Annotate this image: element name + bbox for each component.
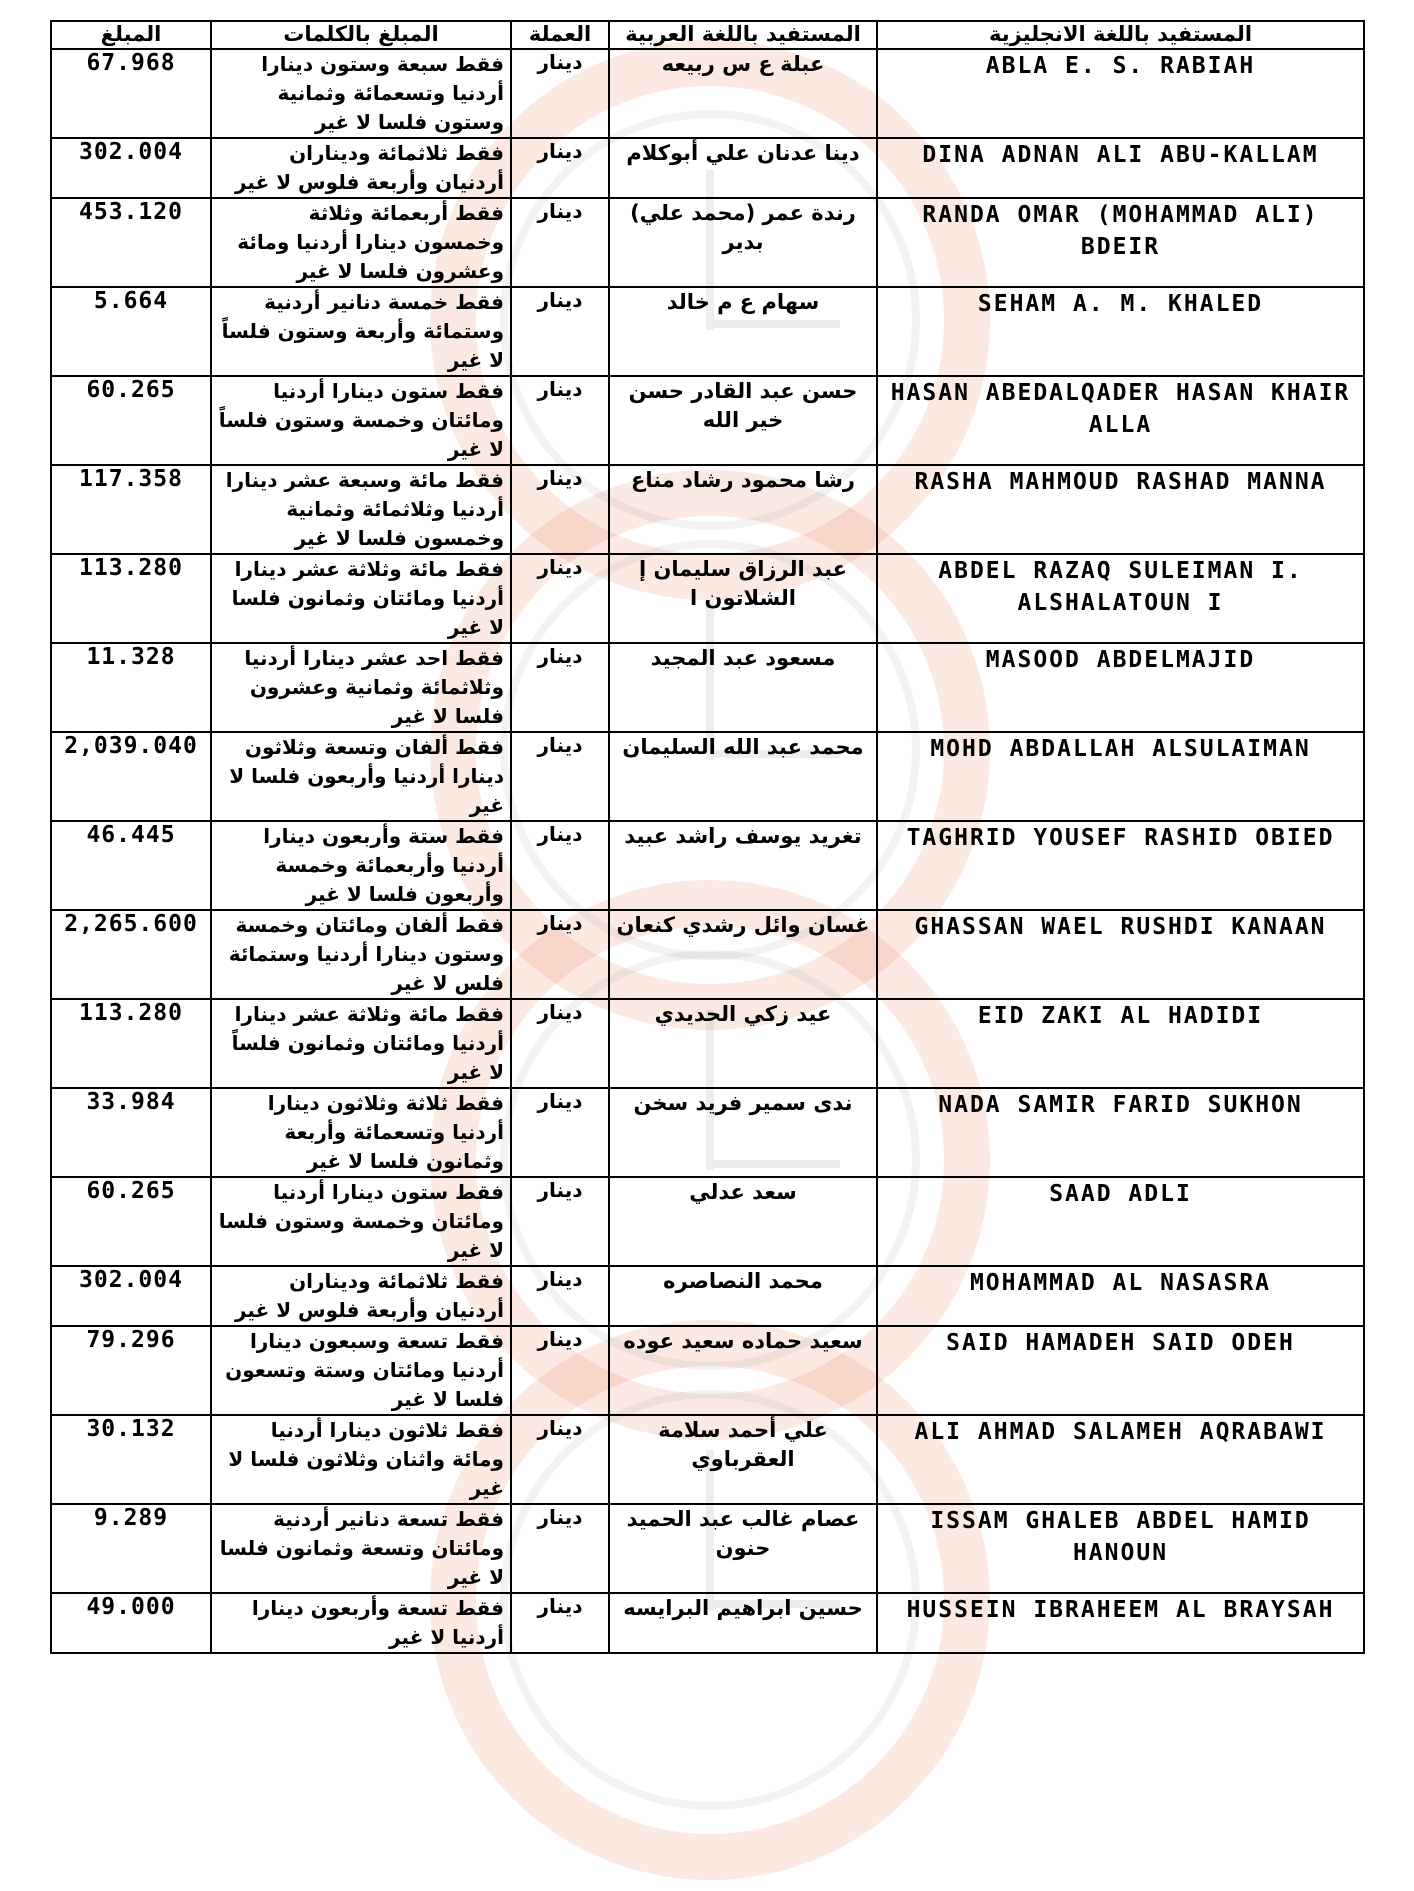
amount-cell: 302.004 [51, 1266, 211, 1326]
amount-words-cell: فقط ثلاثمائة وديناران أردنيان وأربعة فلوس لا غير [211, 1266, 511, 1326]
amount-cell: 302.004 [51, 138, 211, 198]
amount-words-cell: فقط ستون دينارا أردنيا ومائتان وخمسة وستون فلساً لا غير [211, 376, 511, 465]
beneficiary-english-cell: MOHD ABDALLAH ALSULAIMAN [877, 732, 1364, 821]
beneficiary-english-cell: SEHAM A. M. KHALED [877, 287, 1364, 376]
amount-cell: 453.120 [51, 198, 211, 287]
beneficiary-english-cell: GHASSAN WAEL RUSHDI KANAAN [877, 910, 1364, 999]
beneficiary-english-cell: ABLA E. S. RABIAH [877, 49, 1364, 138]
table-row [51, 1504, 1364, 1593]
currency-cell: دينار [511, 49, 609, 138]
table-row [51, 138, 1364, 198]
amount-words-cell: فقط مائة وثلاثة عشر دينارا أردنيا ومائتان وثمانون فلساً لا غير [211, 999, 511, 1088]
amount-cell: 2,039.040 [51, 732, 211, 821]
table-row [51, 554, 1364, 643]
amount-cell: 79.296 [51, 1326, 211, 1415]
beneficiary-arabic-cell: رشا محمود رشاد مناع [609, 465, 877, 554]
table-row [51, 1177, 1364, 1266]
beneficiary-english-cell: EID ZAKI AL HADIDI [877, 999, 1364, 1088]
table-row [51, 465, 1364, 554]
table-row [51, 287, 1364, 376]
currency-cell: دينار [511, 732, 609, 821]
amount-words-cell: فقط ثلاثون دينارا أردنيا ومائة واثنان وثلاثون فلسا لا غير [211, 1415, 511, 1504]
amount-words-cell: فقط ألفان وتسعة وثلاثون دينارا أردنيا وأربعون فلسا لا غير [211, 732, 511, 821]
amount-cell: 67.968 [51, 49, 211, 138]
beneficiary-arabic-cell: محمد النصاصره [609, 1266, 877, 1326]
beneficiary-english-cell: DINA ADNAN ALI ABU-KALLAM [877, 138, 1364, 198]
beneficiary-arabic-cell: عصام غالب عبد الحميد حنون [609, 1504, 877, 1593]
beneficiary-arabic-cell: عبد الرزاق سليمان إ الشلاتون ا [609, 554, 877, 643]
amount-cell: 49.000 [51, 1593, 211, 1653]
amount-cell: 60.265 [51, 376, 211, 465]
amount-words-cell: فقط خمسة دنانير أردنية وستمائة وأربعة وستون فلساً لا غير [211, 287, 511, 376]
beneficiary-english-cell: HUSSEIN IBRAHEEM AL BRAYSAH [877, 1593, 1364, 1653]
header-amount: المبلغ [51, 21, 211, 49]
beneficiary-arabic-cell: سعد عدلي [609, 1177, 877, 1266]
beneficiary-arabic-cell: عيد زكي الحديدي [609, 999, 877, 1088]
amount-cell: 117.358 [51, 465, 211, 554]
amount-cell: 113.280 [51, 999, 211, 1088]
currency-cell: دينار [511, 198, 609, 287]
table-header-row [51, 21, 1364, 49]
beneficiary-english-cell: MOHAMMAD AL NASASRA [877, 1266, 1364, 1326]
beneficiary-english-cell: RANDA OMAR (MOHAMMAD ALI) BDEIR [877, 198, 1364, 287]
currency-cell: دينار [511, 821, 609, 910]
amount-cell: 46.445 [51, 821, 211, 910]
amount-cell: 60.265 [51, 1177, 211, 1266]
table-row [51, 376, 1364, 465]
beneficiary-english-cell: MASOOD ABDELMAJID [877, 643, 1364, 732]
amount-words-cell: فقط احد عشر دينارا أردنيا وثلاثمائة وثمانية وعشرون فلسا لا غير [211, 643, 511, 732]
header-beneficiary-arabic: المستفيد باللغة العربية [609, 21, 877, 49]
currency-cell: دينار [511, 554, 609, 643]
beneficiary-arabic-cell: محمد عبد الله السليمان [609, 732, 877, 821]
amount-words-cell: فقط مائة وسبعة عشر دينارا أردنيا وثلاثمائة وثمانية وخمسون فلسا لا غير [211, 465, 511, 554]
amount-words-cell: فقط تسعة وسبعون دينارا أردنيا ومائتان وستة وتسعون فلسا لا غير [211, 1326, 511, 1415]
table-row [51, 1088, 1364, 1177]
amount-cell: 5.664 [51, 287, 211, 376]
header-beneficiary-english: المستفيد باللغة الانجليزية [877, 21, 1364, 49]
amount-cell: 30.132 [51, 1415, 211, 1504]
currency-cell: دينار [511, 643, 609, 732]
table-row [51, 910, 1364, 999]
currency-cell: دينار [511, 1088, 609, 1177]
beneficiary-arabic-cell: ندى سمير فريد سخن [609, 1088, 877, 1177]
beneficiary-arabic-cell: حسن عبد القادر حسن خير الله [609, 376, 877, 465]
beneficiary-arabic-cell: تغريد يوسف راشد عبيد [609, 821, 877, 910]
beneficiary-arabic-cell: سعيد حماده سعيد عوده [609, 1326, 877, 1415]
beneficiary-arabic-cell: سهام ع م خالد [609, 287, 877, 376]
table-row [51, 643, 1364, 732]
beneficiaries-table [50, 20, 1365, 1654]
beneficiary-arabic-cell: دينا عدنان علي أبوكلام [609, 138, 877, 198]
beneficiary-arabic-cell: حسين ابراهيم البرايسه [609, 1593, 877, 1653]
currency-cell: دينار [511, 1415, 609, 1504]
amount-cell: 9.289 [51, 1504, 211, 1593]
currency-cell: دينار [511, 376, 609, 465]
currency-cell: دينار [511, 1266, 609, 1326]
currency-cell: دينار [511, 465, 609, 554]
beneficiary-arabic-cell: علي أحمد سلامة العقرباوي [609, 1415, 877, 1504]
amount-words-cell: فقط ستون دينارا أردنيا ومائتان وخمسة وستون فلسا لا غير [211, 1177, 511, 1266]
beneficiary-english-cell: ABDEL RAZAQ SULEIMAN I. ALSHALATOUN I [877, 554, 1364, 643]
amount-words-cell: فقط ثلاثمائة وديناران أردنيان وأربعة فلوس لا غير [211, 138, 511, 198]
header-currency: العملة [511, 21, 609, 49]
currency-cell: دينار [511, 999, 609, 1088]
currency-cell: دينار [511, 910, 609, 999]
table-row [51, 821, 1364, 910]
currency-cell: دينار [511, 1326, 609, 1415]
amount-cell: 2,265.600 [51, 910, 211, 999]
beneficiary-english-cell: SAID HAMADEH SAID ODEH [877, 1326, 1364, 1415]
table-row [51, 1415, 1364, 1504]
amount-words-cell: فقط أربعمائة وثلاثة وخمسون دينارا أردنيا ومائة وعشرون فلسا لا غير [211, 198, 511, 287]
amount-cell: 33.984 [51, 1088, 211, 1177]
beneficiary-english-cell: HASAN ABEDALQADER HASAN KHAIR ALLA [877, 376, 1364, 465]
table-row [51, 49, 1364, 138]
currency-cell: دينار [511, 138, 609, 198]
amount-words-cell: فقط سبعة وستون دينارا أردنيا وتسعمائة وثمانية وستون فلسا لا غير [211, 49, 511, 138]
table-row [51, 999, 1364, 1088]
table-row [51, 1266, 1364, 1326]
amount-words-cell: فقط ألفان ومائتان وخمسة وستون دينارا أردنيا وستمائة فلس لا غير [211, 910, 511, 999]
currency-cell: دينار [511, 1177, 609, 1266]
table-row [51, 1326, 1364, 1415]
table-row [51, 198, 1364, 287]
beneficiary-arabic-cell: غسان وائل رشدي كنعان [609, 910, 877, 999]
beneficiary-english-cell: SAAD ADLI [877, 1177, 1364, 1266]
beneficiary-arabic-cell: مسعود عبد المجيد [609, 643, 877, 732]
beneficiary-english-cell: RASHA MAHMOUD RASHAD MANNA [877, 465, 1364, 554]
beneficiary-english-cell: NADA SAMIR FARID SUKHON [877, 1088, 1364, 1177]
table-row [51, 1593, 1364, 1653]
table-row [51, 732, 1364, 821]
beneficiary-arabic-cell: رندة عمر (محمد علي) بدير [609, 198, 877, 287]
amount-words-cell: فقط مائة وثلاثة عشر دينارا أردنيا ومائتان وثمانون فلسا لا غير [211, 554, 511, 643]
amount-words-cell: فقط تسعة وأربعون دينارا أردنيا لا غير [211, 1593, 511, 1653]
amount-cell: 11.328 [51, 643, 211, 732]
currency-cell: دينار [511, 287, 609, 376]
beneficiary-english-cell: ISSAM GHALEB ABDEL HAMID HANOUN [877, 1504, 1364, 1593]
currency-cell: دينار [511, 1504, 609, 1593]
amount-words-cell: فقط ثلاثة وثلاثون دينارا أردنيا وتسعمائة وأربعة وثمانون فلسا لا غير [211, 1088, 511, 1177]
header-amount-words: المبلغ بالكلمات [211, 21, 511, 49]
currency-cell: دينار [511, 1593, 609, 1653]
beneficiary-english-cell: ALI AHMAD SALAMEH AQRABAWI [877, 1415, 1364, 1504]
amount-words-cell: فقط تسعة دنانير أردنية ومائتان وتسعة وثمانون فلسا لا غير [211, 1504, 511, 1593]
amount-words-cell: فقط ستة وأربعون دينارا أردنيا وأربعمائة وخمسة وأربعون فلسا لا غير [211, 821, 511, 910]
amount-cell: 113.280 [51, 554, 211, 643]
beneficiary-arabic-cell: عبلة ع س ربيعه [609, 49, 877, 138]
beneficiary-english-cell: TAGHRID YOUSEF RASHID OBIED [877, 821, 1364, 910]
